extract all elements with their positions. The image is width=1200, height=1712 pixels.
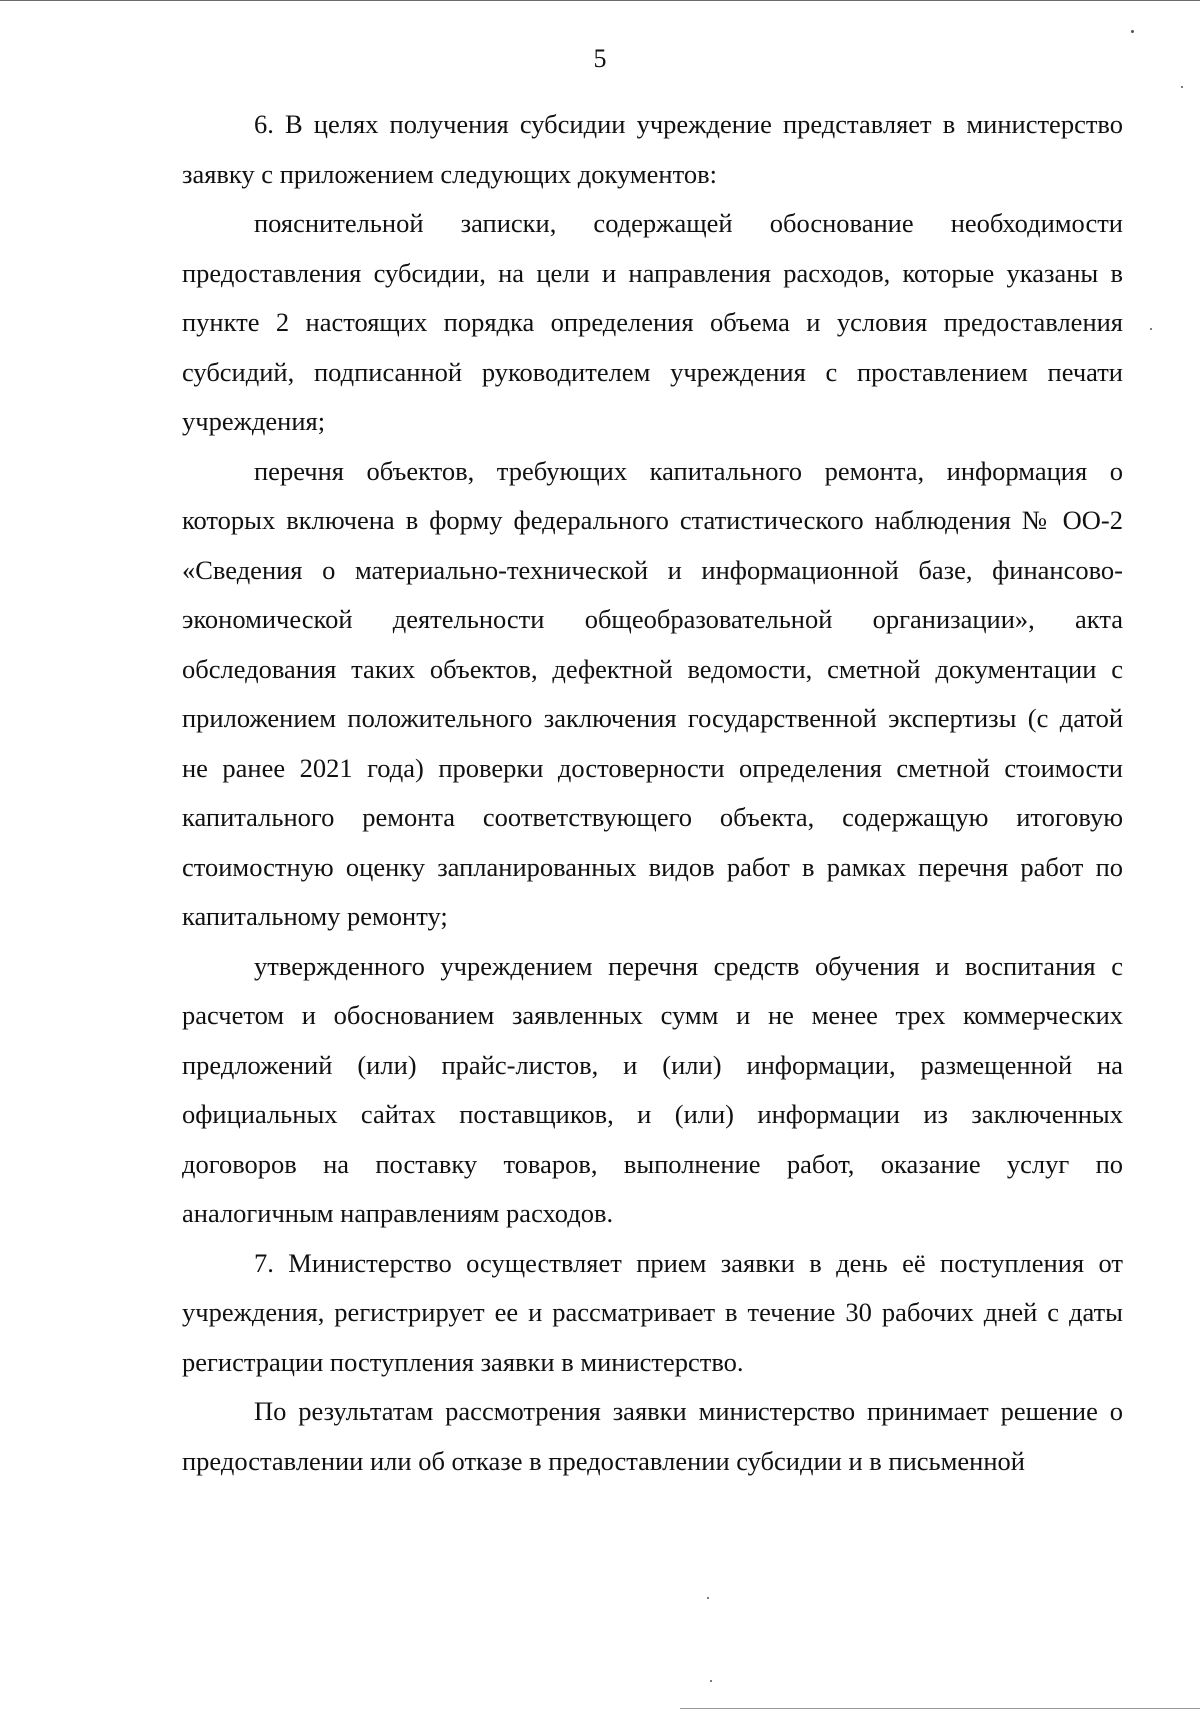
scan-speck (1150, 328, 1152, 330)
scan-speck (1181, 86, 1183, 88)
paragraph-explanatory-note: пояснительной записки, содержащей обоснование необходимости предоставления субсидии, на цели и направления расходов, которые указаны в пункте 2 настоящих порядка определения объема и условия предоставления субсидий, подписанной руководителем учреждения с проставлением печати учреждения; (182, 208, 1123, 436)
paragraph-review-results: По результатам рассмотрения заявки министерство принимает решение о предоставлении или об отказе в предоставлении субсидии и в письменной (182, 1396, 1123, 1476)
page-number: 5 (593, 44, 607, 73)
document-body (182, 100, 1123, 1486)
paragraph-item-6: 6. В целях получения субсидии учреждение представляет в министерство заявку с приложением следующих документов: (182, 109, 1123, 189)
page-bottom-edge (680, 1708, 1200, 1709)
paragraph-item-7: 7. Министерство осуществляет прием заявки в день её поступления от учреждения, регистрирует ее и рассматривает в течение 30 рабочих дней с даты регистрации поступления заявки в министерство. (182, 1247, 1123, 1377)
paragraph-objects-list: перечня объектов, требующих капитального ремонта, информация о которых включена в форму федерального статистического наблюдения № ОО-2 «Сведения о материально-технической и информационной базе, финансово-экономической деятельности общеобразовательной организации», акта обследования таких объектов, дефектной ведомости, сметной документации с приложением положительного заключения государственной экспертизы (с датой не ранее 2021 года) проверки достоверности определения сметной стоимости капитального ремонта соответствующего объекта, содержащую итоговую стоимостную оценку запланированных видов работ в рамках перечня работ по капитальному ремонту; (182, 455, 1123, 931)
page-top-edge (0, 0, 1200, 1)
paragraph-learning-means: утвержденного учреждением перечня средств обучения и воспитания с расчетом и обоснованием заявленных сумм и не менее трех коммерческих предложений (или) прайс-листов, и (или) информации, размещенной на официальных сайтах поставщиков, и (или) информации из заключенных договоров на поставку товаров, выполнение работ, оказание услуг по аналогичным направлениям расходов. (182, 950, 1123, 1228)
scan-speck (1131, 30, 1134, 33)
scan-speck (710, 1680, 712, 1682)
scan-speck (707, 1597, 709, 1599)
